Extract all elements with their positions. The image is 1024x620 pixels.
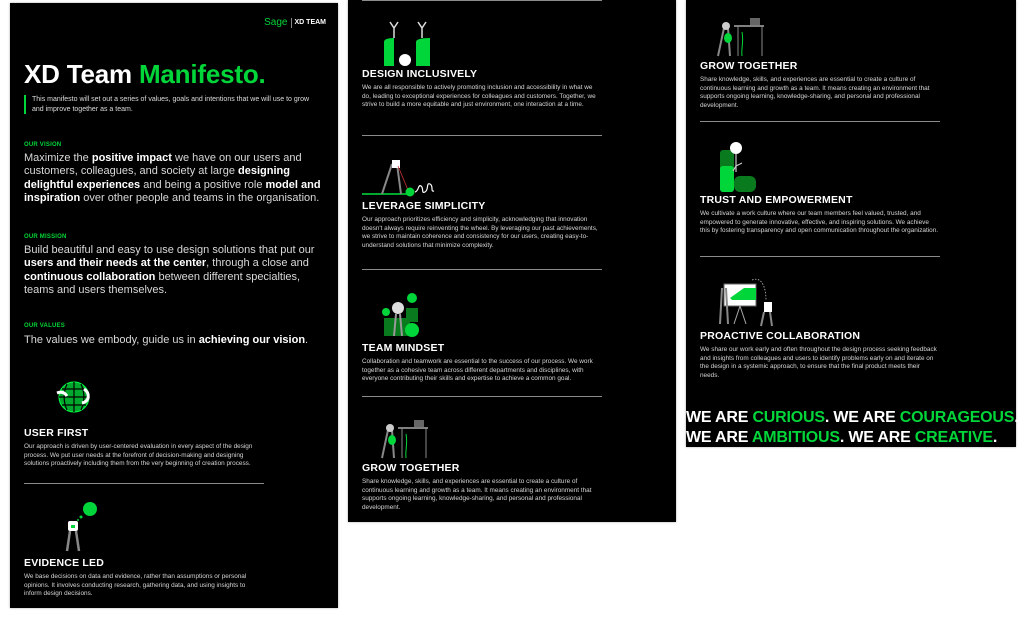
value-text: We are all responsible to actively promoting inclusion and accessibility in what we do, leading to exceptional experiences for colleagues and customers. Together, we strive to build a more equitable and just environment, one interaction at a time. [362,84,596,109]
team-slogan [686,408,1019,448]
title-white: XD Team [24,59,139,89]
divider [362,269,602,270]
value-title: USER FIRST [24,427,89,439]
slogan-line-2: WE ARE AMBITIOUS. WE ARE CREATIVE. [686,429,998,446]
divider [362,135,602,136]
slogan-line-1: WE ARE CURIOUS. WE ARE COURAGEOUS. [686,409,1019,426]
value-title: DESIGN INCLUSIVELY [362,68,478,80]
team-icon [362,290,662,340]
value-team-mindset [362,290,662,384]
value-user-first [24,377,324,469]
divider [24,483,264,484]
divider [700,256,940,257]
vision-statement: Maximize the positive impact we have on our users and customers, colleagues, and society at large designing delightful experiences and being a positive role model and inspiration over other people and teams in the organisation. [24,152,321,204]
vision-label: OUR VISION [24,142,62,148]
values-statement: The values we embody, guide us in achieving our vision. [24,334,309,346]
value-trust-and-empowerment [700,142,1000,236]
sage-logo: Sage [264,17,288,28]
divider [362,396,602,397]
person-data-icon [24,499,324,555]
brand-header [264,17,326,28]
value-title: GROW TOGETHER [700,60,798,72]
title-green: Manifesto. [138,59,266,89]
value-text: Collaboration and teamwork are essential to the success of our process. We work together as a cohesive team across different departments and disciplines, with everyone contributing their skills and expertise to achieve a common goal. [362,358,593,383]
team-name: XD TEAM [294,19,326,26]
value-text: Share knowledge, skills, and experiences are essential to create a culture of continuous learning and growth as a team. It means creating an environment that supports ongoing learning, knowledge-sharing, and personal and professional development. [362,478,592,511]
value-title: TRUST AND EMPOWERMENT [700,194,853,206]
divider [362,0,602,1]
simplicity-icon [362,152,662,198]
grow-icon [700,18,1000,58]
value-text: Our approach is driven by user-centered evaluation in every aspect of the design process. We put user needs at the forefront of decision-making and designing solutions proactively including them from the very beginning of creation process. [24,443,253,468]
inclusion-icon [362,20,662,66]
trust-icon [700,142,1000,192]
value-evidence-led [24,499,324,599]
value-title: LEVERAGE SIMPLICITY [362,200,486,212]
value-design-inclusively [362,20,662,110]
collaboration-icon [700,278,1000,328]
mission-statement: Build beautiful and easy to use design solutions that put our users and their needs at the center, through a close and continuous collaboration between different specialties, teams and users themselves. [24,244,315,296]
value-text: We base decisions on data and evidence, rather than assumptions or personal opinions. It involves conducting research, gathering data, and using insights to inform design decisions. [24,573,247,598]
brand-divider [291,18,292,28]
value-title: TEAM MINDSET [362,342,445,354]
value-grow-together [362,420,662,512]
value-text: We share our work early and often throughout the design process seeking feedback and insights from colleagues and users to identify problems early on and iterate on the design in a systemic approach, to ensure that the final product meets their needs. [700,346,937,379]
values-label: OUR VALUES [24,323,65,329]
value-title: PROACTIVE COLLABORATION [700,330,861,342]
value-text: Our approach prioritizes efficiency and simplicity, acknowledging that innovation doesn't always require reinventing the wheel. By leveraging our past achievements, we strive to maintain coherence and consistency for our users, creating easy-to-understand solutions that minimize complexity. [362,216,598,249]
value-title: EVIDENCE LED [24,557,104,569]
intro-text: This manifesto will set out a series of values, goals and intentions that we will use to grow and improve together as a team. [24,95,314,114]
value-title: GROW TOGETHER [362,462,460,474]
grow-icon [362,420,662,460]
page-title [24,59,266,90]
divider [700,121,940,122]
manifesto-page-2 [348,0,676,522]
value-text: Share knowledge, skills, and experiences are essential to create a culture of continuous learning and growth as a team. It means creating an environment that supports ongoing learning, knowledge-sharing, and personal and professional development. [700,76,930,109]
manifesto-page-3 [686,0,1019,447]
value-leverage-simplicity [362,152,662,250]
value-text: We cultivate a work culture where our team members feel valued, trusted, and empowered to generate innovative, effective, and inspiring solutions. We achieve this by fostering transparency and open communication throughout the organization. [700,210,939,235]
globe-icon [24,377,324,425]
value-proactive-collaboration [700,278,1000,380]
manifesto-page-1 [10,3,338,608]
value-grow-together [700,18,1000,110]
mission-label: OUR MISSION [24,234,67,240]
